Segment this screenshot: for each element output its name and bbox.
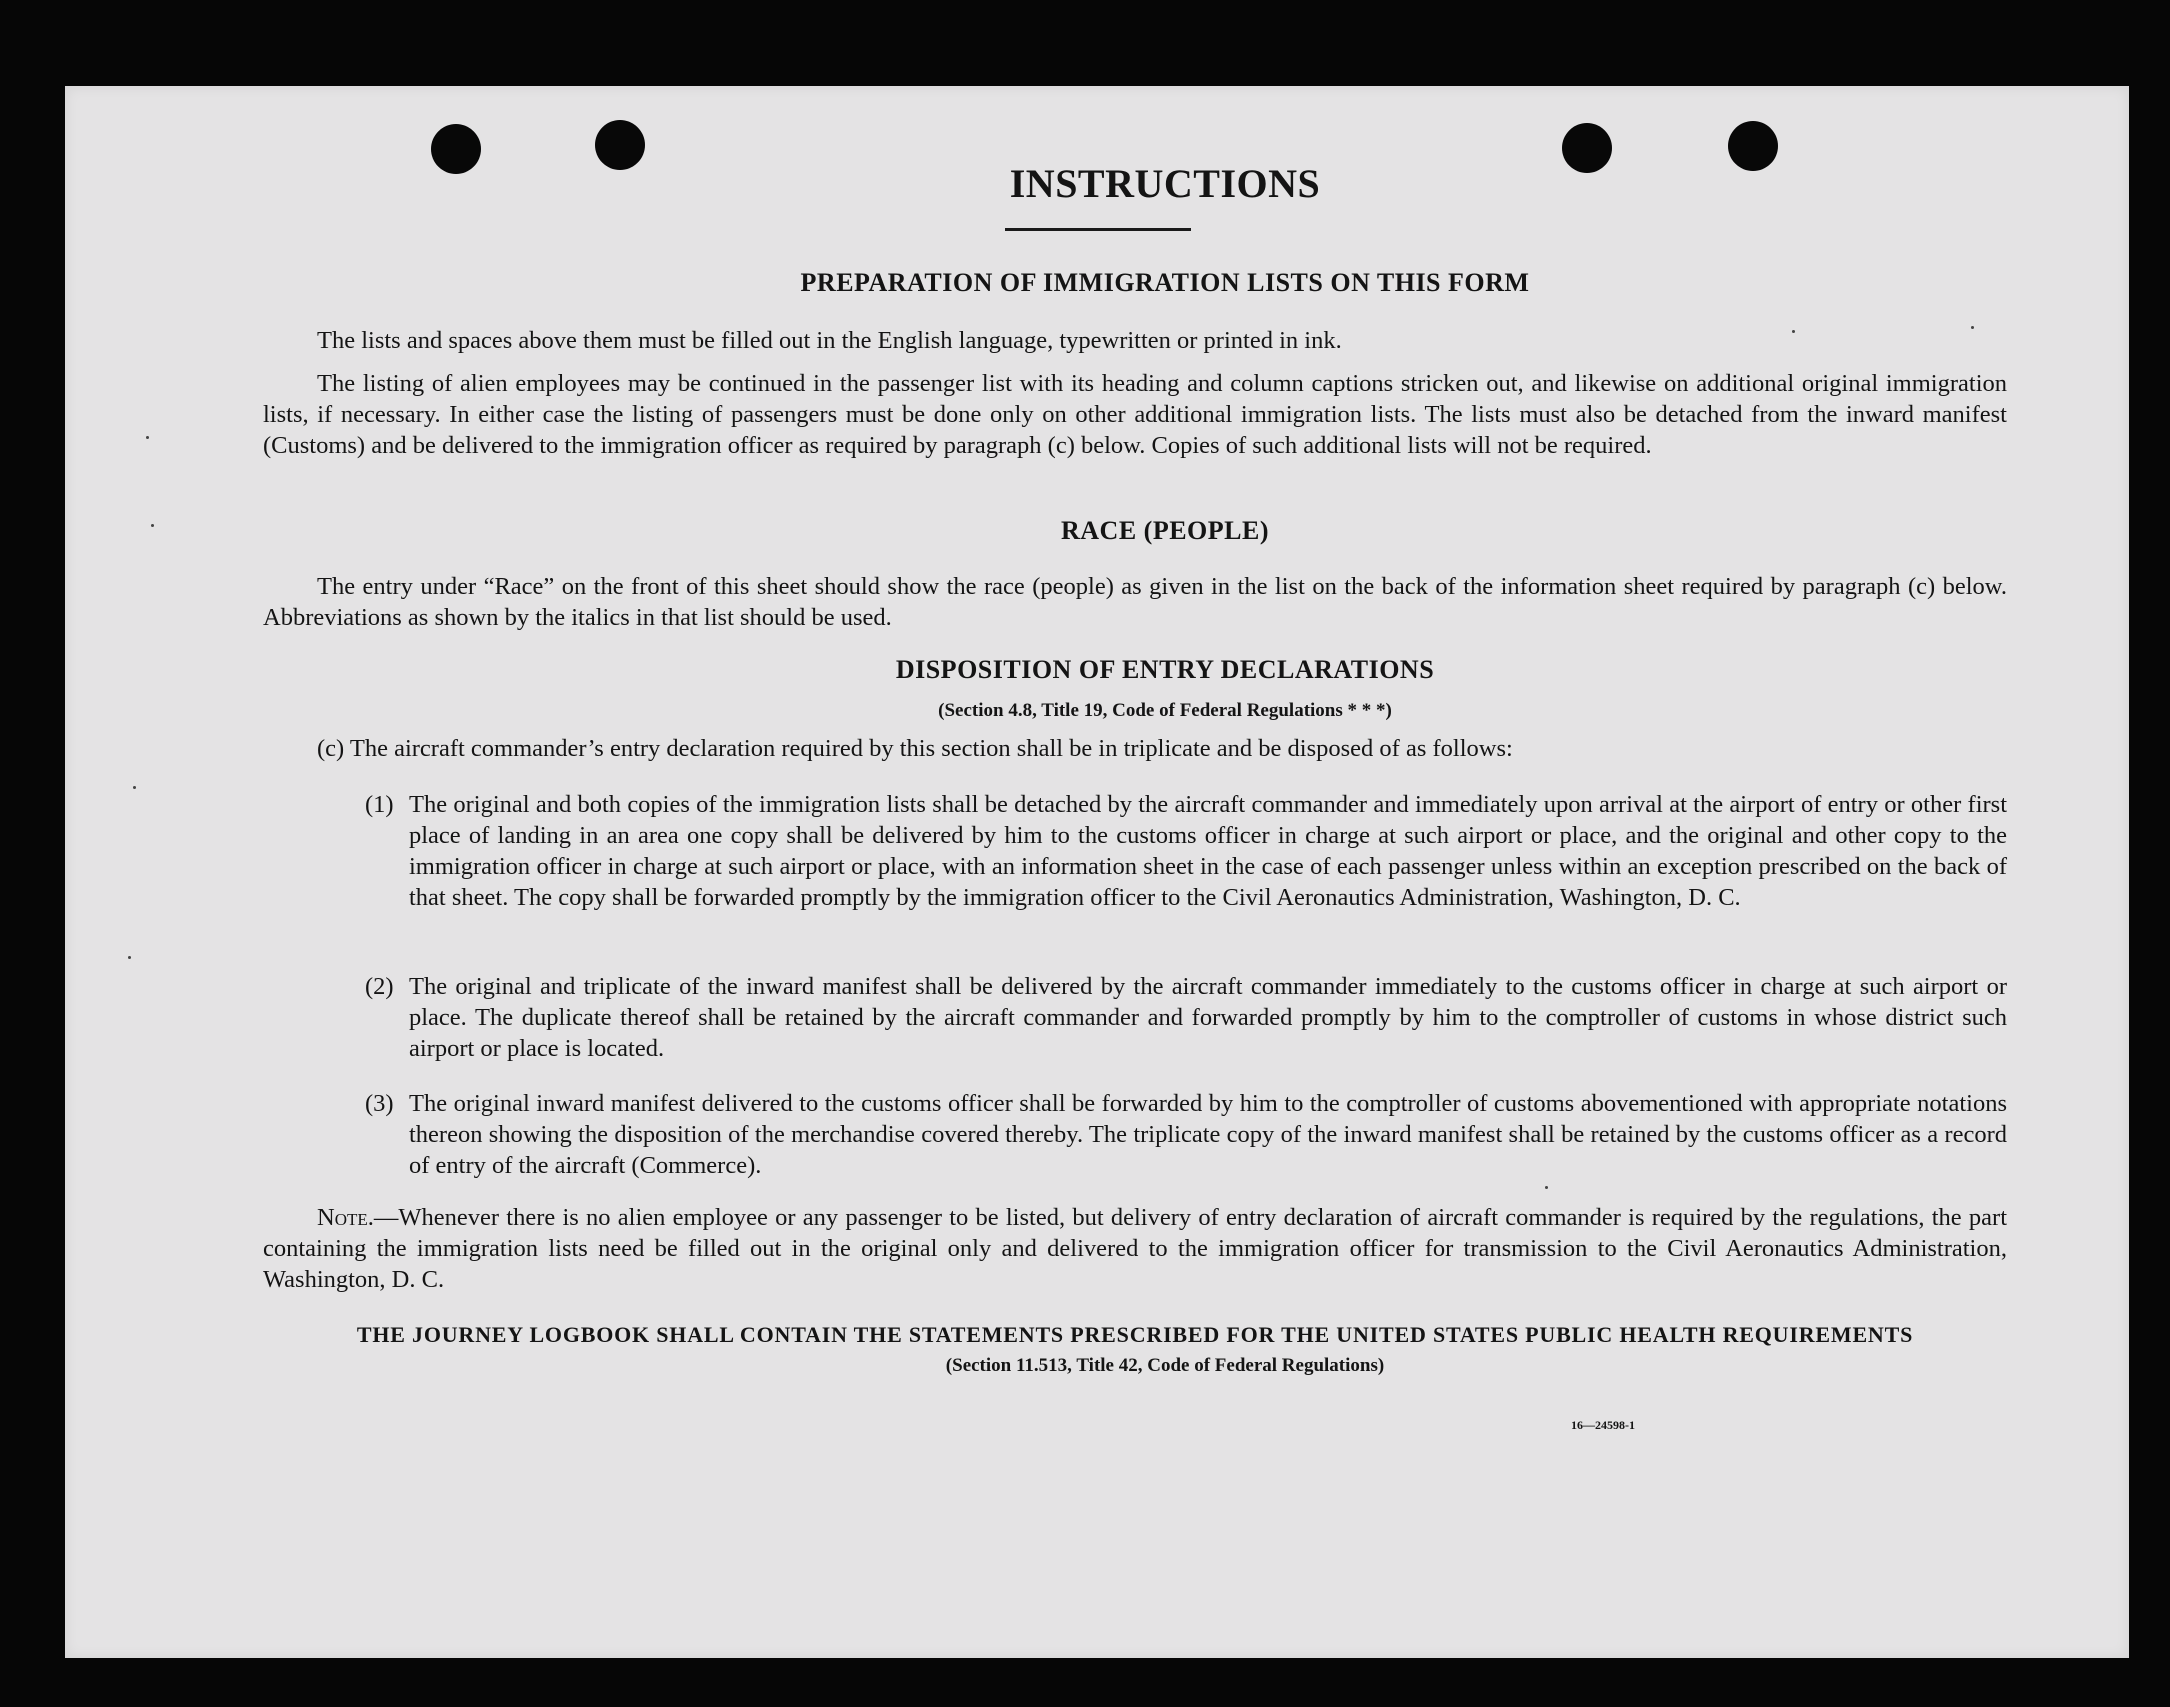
document-sheet <box>65 86 2129 1658</box>
scan-speck <box>1545 1186 1548 1189</box>
scan-speck <box>151 524 154 527</box>
form-code: 16—24598-1 <box>1571 1418 1635 1432</box>
race-paragraph: The entry under “Race” on the front of this sheet should show the race (people) as given in the list on the back of the information sheet required by paragraph (c) below. Abbreviations as shown by the italics in that list should be used. <box>263 573 2007 631</box>
list-item-number: (2) <box>365 973 394 1000</box>
race-heading: RACE (PEOPLE) <box>1061 516 1269 545</box>
list-item-text: The original and triplicate of the inward manifest shall be delivered by the aircraft commander immediately to the customs officer in charge at such airport or place. The duplicate thereof shall be retained by the aircraft commander and forwarded promptly by him to the comptroller of customs in whose district such airport or place is located. <box>409 973 2007 1062</box>
preparation-paragraph-1: The lists and spaces above them must be filled out in the English language, typewritten or printed in ink. <box>317 327 1342 354</box>
list-item-text: The original inward manifest delivered to the customs officer shall be forwarded by him to the comptroller of customs abovementioned with appropriate notations thereon showing the disposition of the merchandise covered thereby. The triplicate copy of the inward manifest shall be retained by the customs officer as a record of entry of the aircraft (Commerce). <box>409 1090 2007 1179</box>
scan-speck <box>133 786 136 789</box>
scan-speck <box>146 436 149 439</box>
scan-speck <box>1971 326 1974 329</box>
scan-speck <box>1792 330 1795 333</box>
punch-hole-icon <box>1562 123 1612 173</box>
disposition-citation: (Section 4.8, Title 19, Code of Federal Regulations * * *) <box>938 700 1392 721</box>
note-paragraph <box>263 1202 2007 1295</box>
logbook-citation: (Section 11.513, Title 42, Code of Federal Regulations) <box>945 1355 1385 1376</box>
list-item-number: (3) <box>365 1090 394 1117</box>
logbook-statement: THE JOURNEY LOGBOOK SHALL CONTAIN THE STATEMENTS PRESCRIBED FOR THE UNITED STATES PUBLIC HEALTH REQUIREMENTS <box>356 1322 1914 1347</box>
punch-hole-icon <box>1728 121 1778 171</box>
list-item-text: The original and both copies of the immigration lists shall be detached by the aircraft commander and immediately upon arrival at the airport of entry or other first place of landing in an area one copy shall be delivered by him to the customs officer in charge at such airport or place, and the original and other copy to the immigration officer in charge at such airport or place, with an information sheet in the case of each passenger unless within an exception prescribed on the back of that sheet. The copy shall be forwarded promptly by the immigration officer to the Civil Aeronautics Administration, Washington, D. C. <box>409 791 2007 911</box>
scan-speck <box>128 956 131 959</box>
title-underline <box>1005 228 1191 231</box>
disposition-intro: (c) The aircraft commander’s entry declaration required by this section shall be in triplicate and be disposed of as follows: <box>317 735 1513 762</box>
page-title: INSTRUCTIONS <box>1009 161 1321 206</box>
punch-hole-icon <box>595 120 645 170</box>
punch-hole-icon <box>431 124 481 174</box>
list-item-number: (1) <box>365 791 394 818</box>
preparation-heading: PREPARATION OF IMMIGRATION LISTS ON THIS FORM <box>800 268 1530 297</box>
note-label: Note. <box>317 1204 374 1231</box>
disposition-heading: DISPOSITION OF ENTRY DECLARATIONS <box>895 655 1435 684</box>
preparation-paragraph-2: The listing of alien employees may be continued in the passenger list with its heading and column captions stricken out, and likewise on additional original immigration lists, if necessary. In either case the listing of passengers must be done only on other additional immigration lists. The lists must also be detached from the inward manifest (Customs) and be delivered to the immigration officer as required by paragraph (c) below. Copies of such additional lists will not be required. <box>263 370 2007 459</box>
note-text: —Whenever there is no alien employee or any passenger to be listed, but delivery of entry declaration of aircraft commander is required by the regulations, the part containing the immigration lists need be filled out in the original only and delivered to the immigration officer for transmission to the Civil Aeronautics Administration, Washington, D. C. <box>263 1204 2007 1293</box>
